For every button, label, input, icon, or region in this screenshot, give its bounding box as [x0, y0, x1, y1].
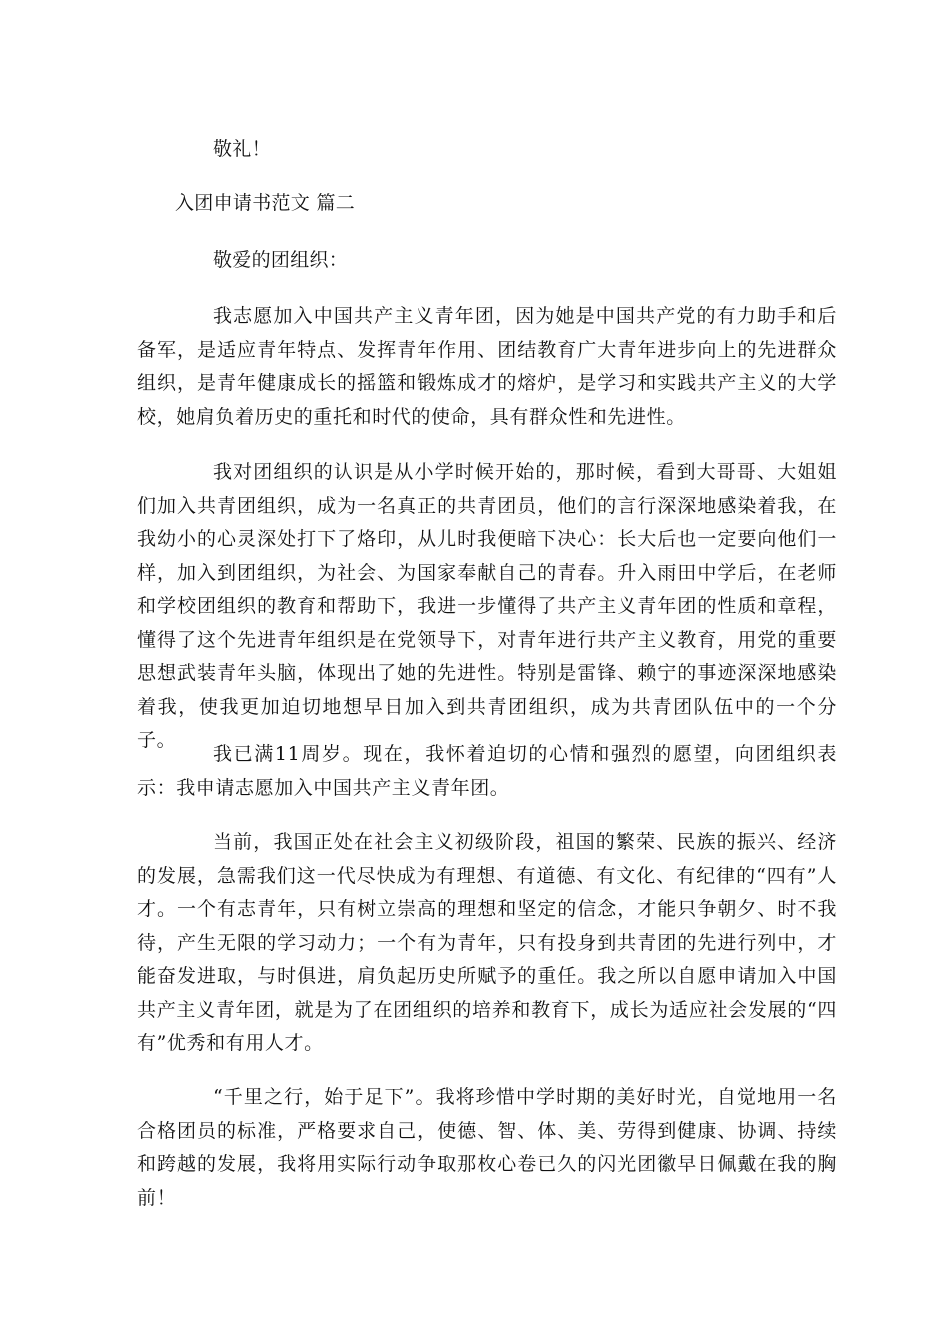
paragraph-4: 当前，我国正处在社会主义初级阶段，祖国的繁荣、民族的振兴、经济的发展，急需我们这一代尽快成为有理想、有道德、有文化、有纪律的“四有”人才。一个有志青年，只有树立崇高的理想和坚定的信念，才能只争朝夕、时不我待，产生无限的学习动力；一个有为青年，只有投身到共青团的先进行列中，才能奋发进取，与时俱进，肩负起历史所赋予的重任。我之所以自愿申请加入中国共产主义青年团，就是为了在团组织的培养和教育下，成长为适应社会发展的“四有”优秀和有用人才。: [137, 831, 837, 1054]
paragraph-2: 我对团组织的认识是从小学时候开始的，那时候，看到大哥哥、大姐姐们加入共青团组织，成为一名真正的共青团员，他们的言行深深地感染着我，在我幼小的心灵深处打下了烙印，从儿时我便暗下决心：长大后也一定要向他们一样，加入到团组织，为社会、为国家奉献自己的青春。升入雨田中学后，在老师和学校团组织的教育和帮助下，我进一步懂得了共产主义青年团的性质和章程，懂得了这个先进青年组织是在党领导下，对青年进行共产主义教育，用党的重要思想武装青年头脑，体现出了她的先进性。特别是雷锋、赖宁的事迹深深地感染着我，使我更加迫切地想早日加入到共青团组织，成为共青团队伍中的一个分子。: [137, 461, 837, 751]
salutation: 敬爱的团组织：: [213, 249, 349, 271]
closing-line: 敬礼！: [213, 138, 271, 160]
paragraph-1: 我志愿加入中国共产主义青年团，因为她是中国共产党的有力助手和后备军，是适应青年特点、发挥青年作用、团结教育广大青年进步向上的先进群众组织，是青年健康成长的摇篮和锻炼成才的熔炉，是学习和实践共产主义的大学校，她肩负着历史的重托和时代的使命，具有群众性和先进性。: [137, 305, 837, 428]
section-title: 入团申请书范文 篇二: [175, 192, 356, 214]
paragraph-5: “千里之行，始于足下”。我将珍惜中学时期的美好时光，自觉地用一名合格团员的标准，严格要求自己，使德、智、体、美、劳得到健康、协调、持续和跨越的发展，我将用实际行动争取那枚心卷已久的闪光团徽早日佩戴在我的胸前！: [137, 1086, 837, 1209]
paragraph-3: 我已满11周岁。现在，我怀着迫切的心情和强烈的愿望，向团组织表示：我申请志愿加入中国共产主义青年团。: [137, 743, 837, 799]
